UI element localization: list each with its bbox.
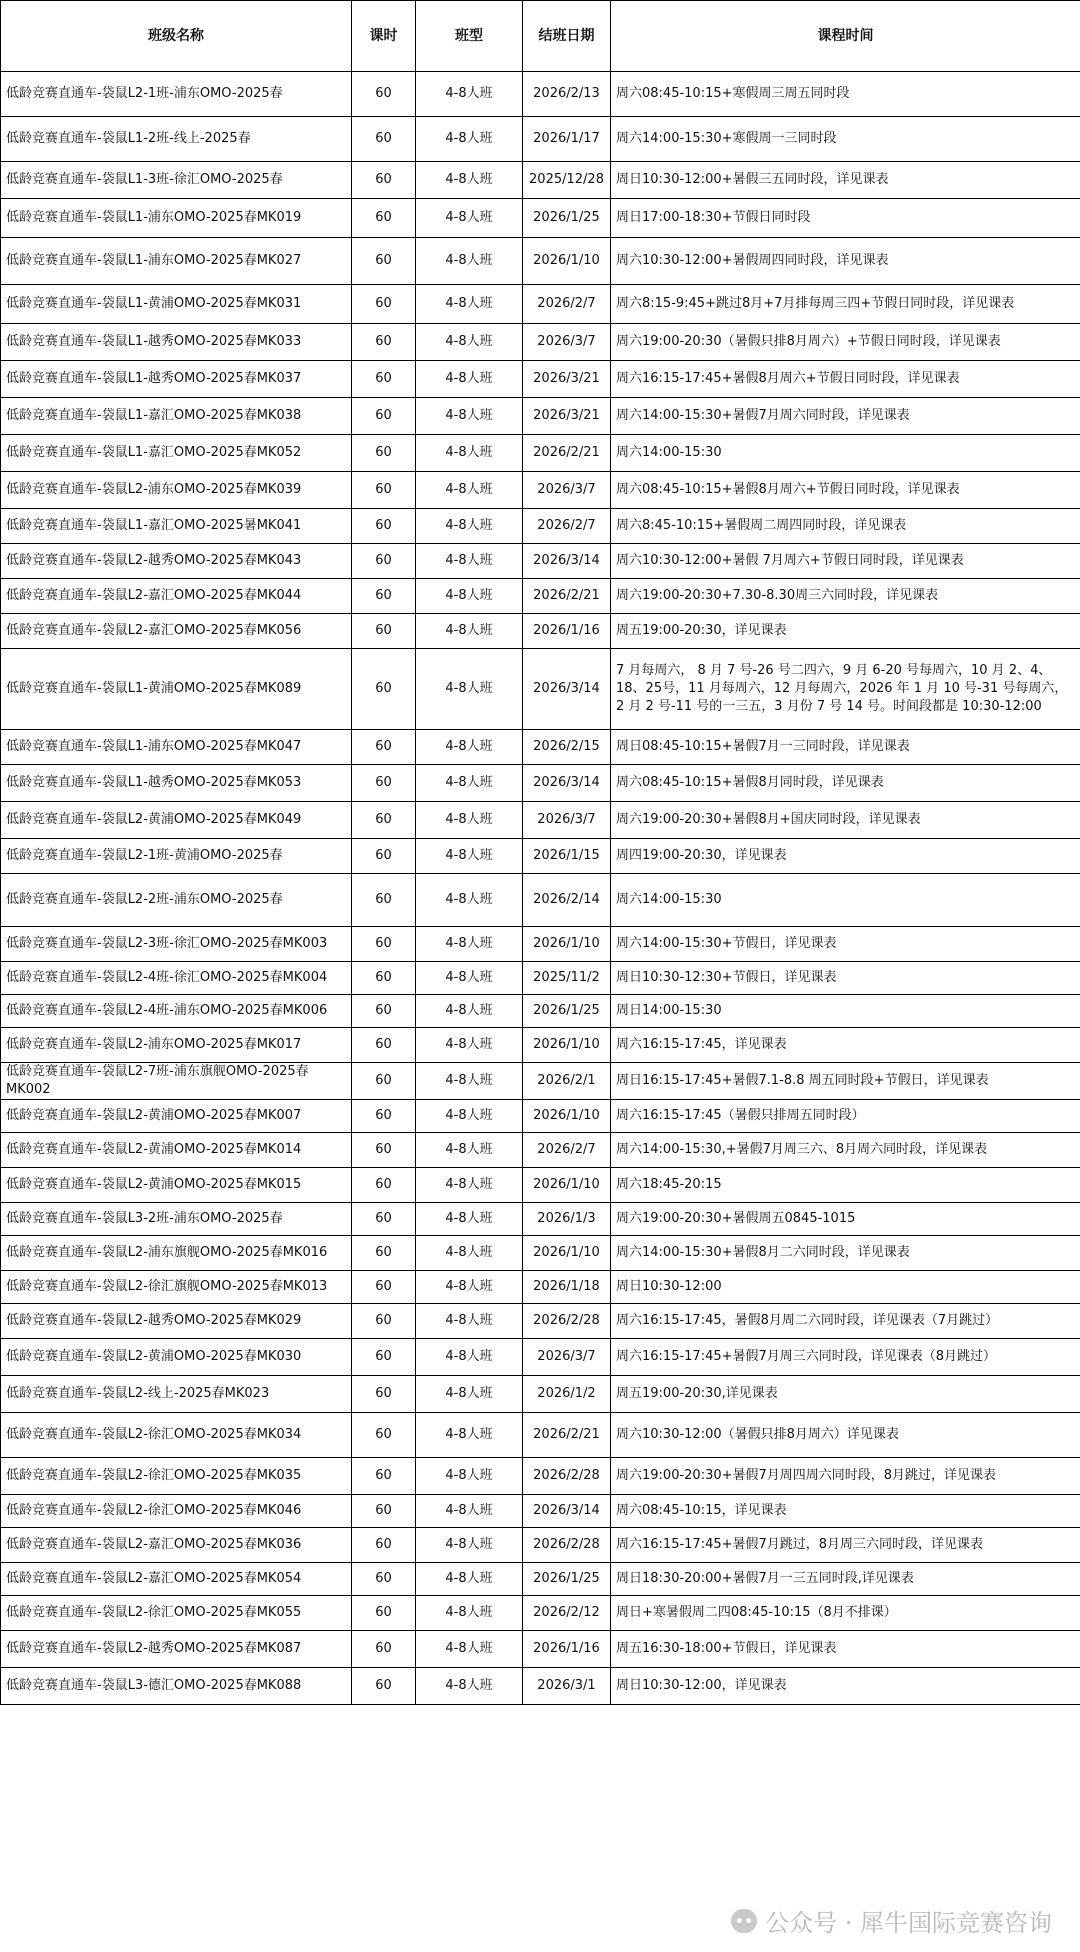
cell-class-name: 低龄竞赛直通车-袋鼠L2-2班-浦东OMO-2025春 bbox=[1, 874, 352, 927]
cell-class-type: 4-8人班 bbox=[416, 1495, 523, 1528]
cell-class-name: 低龄竞赛直通车-袋鼠L1-3班-徐汇OMO-2025春 bbox=[1, 162, 352, 199]
cell-course-time: 周五16:30-18:00+节假日，详见课表 bbox=[611, 1631, 1080, 1668]
cell-course-time: 周六19:00-20:30+暑假8月+国庆同时段，详见课表 bbox=[611, 802, 1080, 839]
table-row bbox=[1, 1236, 1080, 1271]
cell-hours: 60 bbox=[352, 1236, 416, 1271]
table-row bbox=[1, 435, 1080, 472]
cell-end-date: 2026/1/16 bbox=[523, 614, 611, 649]
cell-hours: 60 bbox=[352, 435, 416, 472]
cell-class-name: 低龄竞赛直通车-袋鼠L2-1班-黄浦OMO-2025春 bbox=[1, 839, 352, 874]
cell-class-name: 低龄竞赛直通车-袋鼠L2-4班-浦东OMO-2025春MK006 bbox=[1, 995, 352, 1028]
cell-end-date: 2026/1/10 bbox=[523, 1028, 611, 1063]
cell-course-time: 周六14:00-15:30 bbox=[611, 874, 1080, 927]
cell-course-time: 周六08:45-10:15+暑假8月同时段，详见课表 bbox=[611, 765, 1080, 802]
table-row bbox=[1, 1528, 1080, 1563]
cell-class-type: 4-8人班 bbox=[416, 1271, 523, 1304]
cell-class-name: 低龄竞赛直通车-袋鼠L1-嘉汇OMO-2025春MK038 bbox=[1, 398, 352, 435]
table-row bbox=[1, 579, 1080, 614]
cell-class-type: 4-8人班 bbox=[416, 1063, 523, 1100]
cell-end-date: 2026/1/18 bbox=[523, 1271, 611, 1304]
watermark bbox=[731, 1903, 1052, 1938]
cell-course-time: 周六16:15-17:45+暑假7月周三六同时段，详见课表（8月跳过） bbox=[611, 1339, 1080, 1376]
cell-hours: 60 bbox=[352, 361, 416, 398]
cell-class-name: 低龄竞赛直通车-袋鼠L2-徐汇OMO-2025春MK055 bbox=[1, 1596, 352, 1631]
cell-hours: 60 bbox=[352, 1376, 416, 1413]
cell-hours: 60 bbox=[352, 1413, 416, 1458]
table-row bbox=[1, 802, 1080, 839]
cell-hours: 60 bbox=[352, 1495, 416, 1528]
table-row bbox=[1, 1271, 1080, 1304]
cell-end-date: 2026/1/17 bbox=[523, 117, 611, 162]
cell-hours: 60 bbox=[352, 1631, 416, 1668]
cell-class-name: 低龄竞赛直通车-袋鼠L2-越秀OMO-2025春MK029 bbox=[1, 1304, 352, 1339]
cell-hours: 60 bbox=[352, 398, 416, 435]
cell-course-time: 周六16:15-17:45，详见课表 bbox=[611, 1028, 1080, 1063]
table-row bbox=[1, 238, 1080, 285]
table-row bbox=[1, 324, 1080, 361]
table-row bbox=[1, 472, 1080, 509]
cell-hours: 60 bbox=[352, 649, 416, 730]
cell-hours: 60 bbox=[352, 1028, 416, 1063]
cell-course-time: 周六8:15-9:45+跳过8月+7月排每周三四+节假日同时段，详见课表 bbox=[611, 285, 1080, 324]
cell-class-type: 4-8人班 bbox=[416, 579, 523, 614]
cell-class-type: 4-8人班 bbox=[416, 995, 523, 1028]
table-row bbox=[1, 1304, 1080, 1339]
cell-class-name: 低龄竞赛直通车-袋鼠L3-德汇OMO-2025春MK088 bbox=[1, 1668, 352, 1705]
header-course-time: 课程时间 bbox=[611, 1, 1080, 72]
cell-hours: 60 bbox=[352, 995, 416, 1028]
table-row bbox=[1, 285, 1080, 324]
cell-course-time: 周日10:30-12:00+暑假三五同时段，详见课表 bbox=[611, 162, 1080, 199]
cell-class-type: 4-8人班 bbox=[416, 1100, 523, 1133]
cell-course-time: 周六16:15-17:45+暑假7月跳过，8月周三六同时段，详见课表 bbox=[611, 1528, 1080, 1563]
cell-course-time: 周六10:30-12:00（暑假只排8月周六）详见课表 bbox=[611, 1413, 1080, 1458]
cell-course-time: 周六08:45-10:15+寒假周三周五同时段 bbox=[611, 72, 1080, 117]
cell-end-date: 2026/1/10 bbox=[523, 1236, 611, 1271]
cell-end-date: 2026/3/7 bbox=[523, 324, 611, 361]
cell-class-type: 4-8人班 bbox=[416, 962, 523, 995]
cell-class-name: 低龄竞赛直通车-袋鼠L2-线上-2025春MK023 bbox=[1, 1376, 352, 1413]
cell-end-date: 2026/2/7 bbox=[523, 1133, 611, 1168]
cell-class-type: 4-8人班 bbox=[416, 199, 523, 238]
cell-end-date: 2026/3/21 bbox=[523, 361, 611, 398]
cell-course-time: 周六10:30-12:00+暑假 7月周六+节假日同时段，详见课表 bbox=[611, 544, 1080, 579]
table-row bbox=[1, 398, 1080, 435]
cell-hours: 60 bbox=[352, 1203, 416, 1236]
cell-end-date: 2026/1/2 bbox=[523, 1376, 611, 1413]
cell-class-name: 低龄竞赛直通车-袋鼠L2-浦东OMO-2025春MK039 bbox=[1, 472, 352, 509]
header-hours: 课时 bbox=[352, 1, 416, 72]
table-row bbox=[1, 962, 1080, 995]
cell-class-type: 4-8人班 bbox=[416, 398, 523, 435]
cell-course-time: 周六16:15-17:45（暑假只排周五同时段） bbox=[611, 1100, 1080, 1133]
cell-course-time: 周五19:00-20:30，详见课表 bbox=[611, 614, 1080, 649]
cell-end-date: 2026/1/10 bbox=[523, 238, 611, 285]
cell-end-date: 2026/2/28 bbox=[523, 1528, 611, 1563]
cell-class-name: 低龄竞赛直通车-袋鼠L2-嘉汇OMO-2025春MK044 bbox=[1, 579, 352, 614]
cell-end-date: 2026/2/7 bbox=[523, 509, 611, 544]
cell-course-time: 7 月每周六， 8 月 7 号-26 号二四六，9 月 6-20 号每周六，10 月 2、4、18、25号，11 月每周六，12 月每周六，2026 年 1 月 10 号-31 号每周六，2 月 2 号-11 号的一三五，3 月份 7 号 14 号。时间段都是 10:30-12:00 bbox=[611, 649, 1080, 730]
table-row bbox=[1, 1133, 1080, 1168]
cell-hours: 60 bbox=[352, 1133, 416, 1168]
cell-end-date: 2026/2/1 bbox=[523, 1063, 611, 1100]
cell-class-name: 低龄竞赛直通车-袋鼠L2-嘉汇OMO-2025春MK036 bbox=[1, 1528, 352, 1563]
cell-hours: 60 bbox=[352, 199, 416, 238]
cell-class-type: 4-8人班 bbox=[416, 324, 523, 361]
cell-class-name: 低龄竞赛直通车-袋鼠L2-黄浦OMO-2025春MK015 bbox=[1, 1168, 352, 1203]
cell-class-type: 4-8人班 bbox=[416, 544, 523, 579]
cell-class-type: 4-8人班 bbox=[416, 72, 523, 117]
cell-end-date: 2026/3/21 bbox=[523, 398, 611, 435]
cell-class-type: 4-8人班 bbox=[416, 614, 523, 649]
table-row bbox=[1, 1100, 1080, 1133]
table-row bbox=[1, 361, 1080, 398]
cell-class-type: 4-8人班 bbox=[416, 1168, 523, 1203]
table-row bbox=[1, 649, 1080, 730]
cell-class-type: 4-8人班 bbox=[416, 162, 523, 199]
cell-class-name: 低龄竞赛直通车-袋鼠L1-越秀OMO-2025春MK053 bbox=[1, 765, 352, 802]
cell-class-type: 4-8人班 bbox=[416, 1133, 523, 1168]
cell-end-date: 2025/11/2 bbox=[523, 962, 611, 995]
cell-course-time: 周六14:00-15:30+暑假8月二六同时段，详见课表 bbox=[611, 1236, 1080, 1271]
cell-class-type: 4-8人班 bbox=[416, 730, 523, 765]
wechat-icon bbox=[731, 1909, 757, 1933]
table-row bbox=[1, 765, 1080, 802]
table-row bbox=[1, 1168, 1080, 1203]
table-row bbox=[1, 1563, 1080, 1596]
cell-course-time: 周日08:45-10:15+暑假7月一三同时段，详见课表 bbox=[611, 730, 1080, 765]
cell-course-time: 周五19:00-20:30,详见课表 bbox=[611, 1376, 1080, 1413]
cell-class-type: 4-8人班 bbox=[416, 1631, 523, 1668]
cell-hours: 60 bbox=[352, 1339, 416, 1376]
cell-hours: 60 bbox=[352, 839, 416, 874]
cell-class-name: 低龄竞赛直通车-袋鼠L2-浦东旗舰OMO-2025春MK016 bbox=[1, 1236, 352, 1271]
cell-course-time: 周六19:00-20:30+7.30-8.30周三六同时段，详见课表 bbox=[611, 579, 1080, 614]
table-row bbox=[1, 1596, 1080, 1631]
cell-end-date: 2026/3/1 bbox=[523, 1668, 611, 1705]
cell-end-date: 2026/3/14 bbox=[523, 649, 611, 730]
cell-class-type: 4-8人班 bbox=[416, 1304, 523, 1339]
cell-end-date: 2026/1/10 bbox=[523, 1168, 611, 1203]
cell-end-date: 2026/1/25 bbox=[523, 199, 611, 238]
cell-course-time: 周六14:00-15:30,+暑假7月周三六、8月周六同时段，详见课表 bbox=[611, 1133, 1080, 1168]
cell-class-type: 4-8人班 bbox=[416, 509, 523, 544]
cell-hours: 60 bbox=[352, 285, 416, 324]
cell-class-type: 4-8人班 bbox=[416, 1528, 523, 1563]
table-row bbox=[1, 1028, 1080, 1063]
cell-class-type: 4-8人班 bbox=[416, 1376, 523, 1413]
table-row bbox=[1, 1668, 1080, 1705]
cell-end-date: 2026/1/25 bbox=[523, 995, 611, 1028]
cell-end-date: 2026/2/21 bbox=[523, 435, 611, 472]
cell-hours: 60 bbox=[352, 1563, 416, 1596]
cell-end-date: 2026/2/21 bbox=[523, 1413, 611, 1458]
cell-class-name: 低龄竞赛直通车-袋鼠L2-浦东OMO-2025春MK017 bbox=[1, 1028, 352, 1063]
cell-end-date: 2026/1/10 bbox=[523, 927, 611, 962]
cell-class-name: 低龄竞赛直通车-袋鼠L2-徐汇OMO-2025春MK046 bbox=[1, 1495, 352, 1528]
header-class-type: 班型 bbox=[416, 1, 523, 72]
cell-course-time: 周六16:15-17:45+暑假8月周六+节假日同时段，详见课表 bbox=[611, 361, 1080, 398]
table-row bbox=[1, 199, 1080, 238]
cell-hours: 60 bbox=[352, 1271, 416, 1304]
cell-course-time: 周日14:00-15:30 bbox=[611, 995, 1080, 1028]
cell-hours: 60 bbox=[352, 1304, 416, 1339]
cell-class-type: 4-8人班 bbox=[416, 117, 523, 162]
cell-class-type: 4-8人班 bbox=[416, 1028, 523, 1063]
cell-hours: 60 bbox=[352, 324, 416, 361]
cell-class-type: 4-8人班 bbox=[416, 839, 523, 874]
cell-end-date: 2026/2/7 bbox=[523, 285, 611, 324]
cell-hours: 60 bbox=[352, 509, 416, 544]
cell-hours: 60 bbox=[352, 765, 416, 802]
cell-class-name: 低龄竞赛直通车-袋鼠L2-徐汇旗舰OMO-2025春MK013 bbox=[1, 1271, 352, 1304]
cell-class-name: 低龄竞赛直通车-袋鼠L2-1班-浦东OMO-2025春 bbox=[1, 72, 352, 117]
cell-class-name: 低龄竞赛直通车-袋鼠L2-黄浦OMO-2025春MK030 bbox=[1, 1339, 352, 1376]
cell-class-name: 低龄竞赛直通车-袋鼠L2-黄浦OMO-2025春MK007 bbox=[1, 1100, 352, 1133]
cell-end-date: 2026/2/21 bbox=[523, 579, 611, 614]
cell-class-name: 低龄竞赛直通车-袋鼠L1-嘉汇OMO-2025春MK052 bbox=[1, 435, 352, 472]
cell-course-time: 周日17:00-18:30+节假日同时段 bbox=[611, 199, 1080, 238]
cell-hours: 60 bbox=[352, 472, 416, 509]
cell-class-type: 4-8人班 bbox=[416, 1668, 523, 1705]
table-row bbox=[1, 839, 1080, 874]
cell-hours: 60 bbox=[352, 1458, 416, 1495]
cell-class-name: 低龄竞赛直通车-袋鼠L2-徐汇OMO-2025春MK034 bbox=[1, 1413, 352, 1458]
cell-hours: 60 bbox=[352, 614, 416, 649]
cell-hours: 60 bbox=[352, 1100, 416, 1133]
cell-course-time: 周六14:00-15:30+节假日，详见课表 bbox=[611, 927, 1080, 962]
cell-course-time: 周六14:00-15:30+寒假周一三同时段 bbox=[611, 117, 1080, 162]
cell-class-type: 4-8人班 bbox=[416, 1236, 523, 1271]
cell-hours: 60 bbox=[352, 730, 416, 765]
header-class-name: 班级名称 bbox=[1, 1, 352, 72]
cell-class-type: 4-8人班 bbox=[416, 285, 523, 324]
table-row bbox=[1, 117, 1080, 162]
cell-class-name: 低龄竞赛直通车-袋鼠L2-徐汇OMO-2025春MK035 bbox=[1, 1458, 352, 1495]
cell-hours: 60 bbox=[352, 962, 416, 995]
cell-class-name: 低龄竞赛直通车-袋鼠L3-2班-浦东OMO-2025春 bbox=[1, 1203, 352, 1236]
cell-course-time: 周日+寒暑假周二四08:45-10:15（8月不排课） bbox=[611, 1596, 1080, 1631]
cell-class-type: 4-8人班 bbox=[416, 361, 523, 398]
cell-end-date: 2026/3/14 bbox=[523, 544, 611, 579]
table-row bbox=[1, 72, 1080, 117]
cell-course-time: 周六14:00-15:30+暑假7月周六同时段，详见课表 bbox=[611, 398, 1080, 435]
cell-course-time: 周日10:30-12:30+节假日，详见课表 bbox=[611, 962, 1080, 995]
cell-end-date: 2026/1/10 bbox=[523, 1100, 611, 1133]
cell-end-date: 2026/3/14 bbox=[523, 1495, 611, 1528]
cell-class-name: 低龄竞赛直通车-袋鼠L2-4班-徐汇OMO-2025春MK004 bbox=[1, 962, 352, 995]
cell-class-name: 低龄竞赛直通车-袋鼠L1-浦东OMO-2025春MK027 bbox=[1, 238, 352, 285]
table-row bbox=[1, 1631, 1080, 1668]
cell-hours: 60 bbox=[352, 927, 416, 962]
table-row bbox=[1, 1495, 1080, 1528]
table-row bbox=[1, 927, 1080, 962]
cell-course-time: 周六08:45-10:15，详见课表 bbox=[611, 1495, 1080, 1528]
table-row bbox=[1, 614, 1080, 649]
cell-hours: 60 bbox=[352, 874, 416, 927]
cell-class-type: 4-8人班 bbox=[416, 927, 523, 962]
cell-class-name: 低龄竞赛直通车-袋鼠L2-7班-浦东旗舰OMO-2025春MK002 bbox=[1, 1063, 352, 1100]
table-row bbox=[1, 509, 1080, 544]
cell-class-type: 4-8人班 bbox=[416, 1339, 523, 1376]
cell-class-name: 低龄竞赛直通车-袋鼠L1-黄浦OMO-2025春MK031 bbox=[1, 285, 352, 324]
cell-class-name: 低龄竞赛直通车-袋鼠L1-嘉汇OMO-2025暑MK041 bbox=[1, 509, 352, 544]
cell-course-time: 周六16:15-17:45，暑假8月周二六同时段，详见课表（7月跳过） bbox=[611, 1304, 1080, 1339]
header-end-date: 结班日期 bbox=[523, 1, 611, 72]
table-row bbox=[1, 1413, 1080, 1458]
cell-end-date: 2026/1/3 bbox=[523, 1203, 611, 1236]
cell-hours: 60 bbox=[352, 238, 416, 285]
cell-course-time: 周日10:30-12:00 bbox=[611, 1271, 1080, 1304]
cell-end-date: 2026/2/12 bbox=[523, 1596, 611, 1631]
cell-hours: 60 bbox=[352, 117, 416, 162]
cell-class-name: 低龄竞赛直通车-袋鼠L2-黄浦OMO-2025春MK049 bbox=[1, 802, 352, 839]
table-row bbox=[1, 1376, 1080, 1413]
cell-end-date: 2026/2/14 bbox=[523, 874, 611, 927]
cell-course-time: 周日10:30-12:00，详见课表 bbox=[611, 1668, 1080, 1705]
cell-class-name: 低龄竞赛直通车-袋鼠L2-越秀OMO-2025春MK087 bbox=[1, 1631, 352, 1668]
table-row bbox=[1, 162, 1080, 199]
cell-class-type: 4-8人班 bbox=[416, 1458, 523, 1495]
cell-end-date: 2026/1/16 bbox=[523, 1631, 611, 1668]
cell-hours: 60 bbox=[352, 579, 416, 614]
cell-class-type: 4-8人班 bbox=[416, 765, 523, 802]
table-row bbox=[1, 544, 1080, 579]
cell-end-date: 2026/3/7 bbox=[523, 802, 611, 839]
cell-class-type: 4-8人班 bbox=[416, 649, 523, 730]
cell-course-time: 周日16:15-17:45+暑假7.1-8.8 周五同时段+节假日，详见课表 bbox=[611, 1063, 1080, 1100]
cell-class-type: 4-8人班 bbox=[416, 1563, 523, 1596]
cell-class-type: 4-8人班 bbox=[416, 1413, 523, 1458]
table-row bbox=[1, 995, 1080, 1028]
cell-class-type: 4-8人班 bbox=[416, 1596, 523, 1631]
cell-course-time: 周六19:00-20:30（暑假只排8月周六）+节假日同时段，详见课表 bbox=[611, 324, 1080, 361]
cell-course-time: 周六18:45-20:15 bbox=[611, 1168, 1080, 1203]
cell-hours: 60 bbox=[352, 544, 416, 579]
cell-hours: 60 bbox=[352, 1668, 416, 1705]
cell-class-type: 4-8人班 bbox=[416, 238, 523, 285]
cell-class-type: 4-8人班 bbox=[416, 472, 523, 509]
cell-class-name: 低龄竞赛直通车-袋鼠L1-浦东OMO-2025春MK019 bbox=[1, 199, 352, 238]
cell-course-time: 周六19:00-20:30+暑假7月周四周六同时段，8月跳过，详见课表 bbox=[611, 1458, 1080, 1495]
cell-end-date: 2026/3/14 bbox=[523, 765, 611, 802]
cell-class-type: 4-8人班 bbox=[416, 802, 523, 839]
table-row bbox=[1, 730, 1080, 765]
cell-end-date: 2026/3/7 bbox=[523, 472, 611, 509]
cell-end-date: 2026/2/28 bbox=[523, 1458, 611, 1495]
cell-class-name: 低龄竞赛直通车-袋鼠L1-2班-线上-2025春 bbox=[1, 117, 352, 162]
cell-class-name: 低龄竞赛直通车-袋鼠L2-越秀OMO-2025春MK043 bbox=[1, 544, 352, 579]
cell-class-type: 4-8人班 bbox=[416, 1203, 523, 1236]
cell-end-date: 2026/2/13 bbox=[523, 72, 611, 117]
table-row bbox=[1, 874, 1080, 927]
cell-class-name: 低龄竞赛直通车-袋鼠L2-嘉汇OMO-2025春MK054 bbox=[1, 1563, 352, 1596]
cell-end-date: 2025/12/28 bbox=[523, 162, 611, 199]
watermark-text: 公众号 · 犀牛国际竞赛咨询 bbox=[765, 1909, 1052, 1937]
cell-end-date: 2026/2/15 bbox=[523, 730, 611, 765]
cell-end-date: 2026/1/25 bbox=[523, 1563, 611, 1596]
cell-course-time: 周日18:30-20:00+暑假7月一三五同时段,详见课表 bbox=[611, 1563, 1080, 1596]
cell-class-name: 低龄竞赛直通车-袋鼠L1-浦东OMO-2025春MK047 bbox=[1, 730, 352, 765]
cell-course-time: 周六10:30-12:00+暑假周四同时段，详见课表 bbox=[611, 238, 1080, 285]
table-row bbox=[1, 1458, 1080, 1495]
table-row bbox=[1, 1339, 1080, 1376]
cell-class-name: 低龄竞赛直通车-袋鼠L2-黄浦OMO-2025春MK014 bbox=[1, 1133, 352, 1168]
cell-class-type: 4-8人班 bbox=[416, 874, 523, 927]
cell-course-time: 周六08:45-10:15+暑假8月周六+节假日同时段，详见课表 bbox=[611, 472, 1080, 509]
cell-hours: 60 bbox=[352, 1168, 416, 1203]
cell-hours: 60 bbox=[352, 802, 416, 839]
cell-hours: 60 bbox=[352, 1596, 416, 1631]
table-header-row bbox=[1, 1, 1080, 72]
cell-hours: 60 bbox=[352, 1063, 416, 1100]
cell-class-name: 低龄竞赛直通车-袋鼠L1-越秀OMO-2025春MK033 bbox=[1, 324, 352, 361]
cell-end-date: 2026/2/28 bbox=[523, 1304, 611, 1339]
cell-end-date: 2026/1/15 bbox=[523, 839, 611, 874]
table-row bbox=[1, 1203, 1080, 1236]
cell-class-name: 低龄竞赛直通车-袋鼠L1-黄浦OMO-2025春MK089 bbox=[1, 649, 352, 730]
cell-class-name: 低龄竞赛直通车-袋鼠L2-嘉汇OMO-2025春MK056 bbox=[1, 614, 352, 649]
cell-hours: 60 bbox=[352, 162, 416, 199]
cell-hours: 60 bbox=[352, 72, 416, 117]
table-row bbox=[1, 1063, 1080, 1100]
cell-class-type: 4-8人班 bbox=[416, 435, 523, 472]
cell-end-date: 2026/3/7 bbox=[523, 1339, 611, 1376]
cell-class-name: 低龄竞赛直通车-袋鼠L2-3班-徐汇OMO-2025春MK003 bbox=[1, 927, 352, 962]
cell-course-time: 周六8:45-10:15+暑假周二周四同时段，详见课表 bbox=[611, 509, 1080, 544]
cell-hours: 60 bbox=[352, 1528, 416, 1563]
cell-course-time: 周六19:00-20:30+暑假周五0845-1015 bbox=[611, 1203, 1080, 1236]
cell-course-time: 周四19:00-20:30，详见课表 bbox=[611, 839, 1080, 874]
cell-course-time: 周六14:00-15:30 bbox=[611, 435, 1080, 472]
cell-class-name: 低龄竞赛直通车-袋鼠L1-越秀OMO-2025春MK037 bbox=[1, 361, 352, 398]
